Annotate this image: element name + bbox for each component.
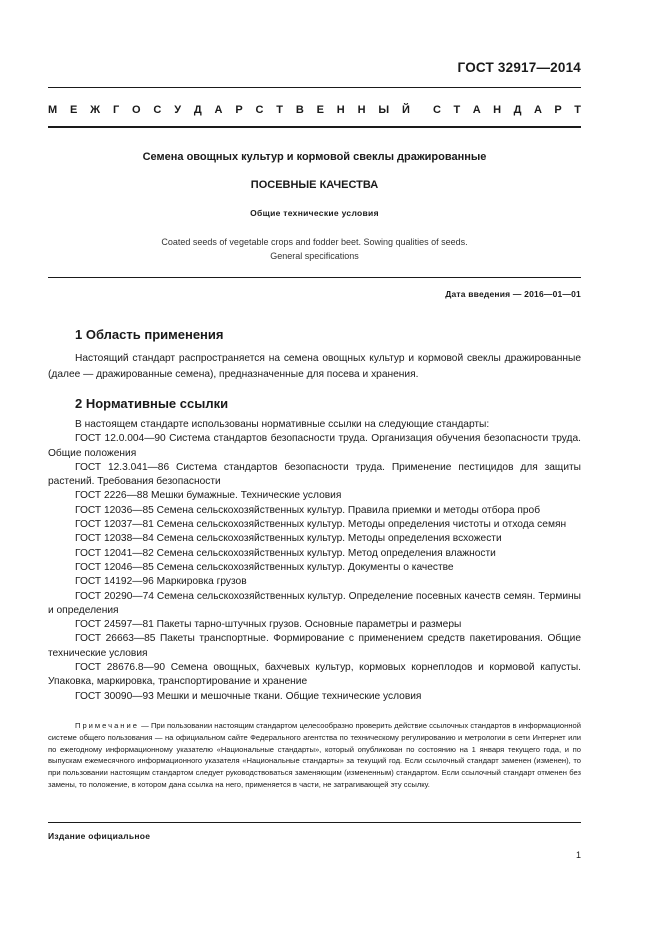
banner-letter: Д	[193, 104, 202, 116]
banner-letter: О	[132, 104, 141, 116]
section-title-references: 2 Нормативные ссылки	[75, 396, 229, 411]
banner-letter: Н	[357, 104, 366, 116]
banner-letter: Г	[112, 104, 120, 116]
paragraph-text: Настоящий стандарт распространяется на семена овощных культур и кормовой свеклы дражированные (далее — дражированные семена), предназначенные для посева и хранения.	[48, 353, 581, 380]
list-item: ГОСТ 12036—85 Семена сельскохозяйственных культур. Правила приемки и методы отбора проб	[75, 504, 541, 516]
section-scope-text	[48, 351, 581, 383]
standard-banner	[48, 104, 581, 116]
list-item: ГОСТ 12.3.041—86 Система стандартов безопасности труда. Применение пестицидов для защиты растений. Требования безопасности	[48, 461, 581, 488]
list-item: ГОСТ 28676.8—90 Семена овощных, бахчевых культур, кормовых корнеплодов и кормовой капусты. Упаковка, маркировка, транспортирование и хранение	[48, 662, 581, 688]
list-item: ГОСТ 14192—96 Маркировка грузов	[75, 576, 247, 588]
note-lead: Примечание	[75, 721, 139, 730]
banner-letter: Р	[235, 104, 243, 116]
document-number: ГОСТ 32917—2014	[457, 60, 581, 75]
title-rule	[48, 277, 581, 278]
banner-letter: Р	[554, 104, 562, 116]
document-subtitle: ПОСЕВНЫЕ КАЧЕСТВА	[250, 179, 379, 191]
list-item: ГОСТ 24597—81 Пакеты тарно-штучных грузов. Основные параметры и размеры	[75, 619, 462, 631]
banner-letter: Т	[574, 104, 581, 116]
banner-letter: Ж	[90, 104, 101, 116]
banner-letter: Д	[513, 104, 522, 116]
banner-word-interstate	[48, 104, 410, 116]
banner-letter: С	[255, 104, 264, 116]
banner-letter: У	[174, 104, 182, 116]
banner-letter: Н	[336, 104, 345, 116]
english-title-line: Coated seeds of vegetable crops and fodder beet. Sowing qualities of seeds.	[161, 237, 468, 247]
document-title: Семена овощных культур и кормовой свеклы дражированные	[142, 151, 487, 163]
english-title-line: General specifications	[270, 251, 359, 261]
official-edition-label: Издание официальное	[48, 831, 151, 841]
list-item: ГОСТ 12038—84 Семена сельскохозяйственных культур. Методы определения всхожести	[75, 533, 502, 545]
banner-letter: Е	[70, 104, 78, 116]
banner-letter: Т	[276, 104, 284, 116]
list-item: В настоящем стандарте использованы нормативные ссылки на следующие стандарты:	[75, 419, 490, 430]
document-spec-line: Общие технические условия	[250, 208, 379, 218]
banner-letter: С	[153, 104, 162, 116]
banner-letter: А	[214, 104, 223, 116]
banner-letter: В	[295, 104, 304, 116]
footer-rule	[48, 822, 581, 823]
section-title-scope: 1 Область применения	[75, 327, 224, 342]
list-item: ГОСТ 12041—82 Семена сельскохозяйственных культур. Метод определения влажности	[75, 547, 496, 559]
banner-letter: А	[533, 104, 542, 116]
reference-list	[48, 418, 581, 704]
list-item: ГОСТ 30090—93 Мешки и мешочные ткани. Общие технические условия	[75, 690, 422, 702]
banner-letter: С	[433, 104, 441, 116]
banner-letter: Е	[316, 104, 324, 116]
list-item: ГОСТ 12037—81 Семена сельскохозяйственных культур. Методы определения чистоты и отхода семян	[75, 519, 567, 531]
english-title	[48, 235, 581, 263]
list-item: ГОСТ 12.0.004—90 Система стандартов безопасности труда. Организация обучения безопасности труда. Общие положения	[48, 433, 581, 459]
list-item: ГОСТ 12046—85 Семена сельскохозяйственных культур. Документы о качестве	[75, 561, 454, 573]
banner-letter: А	[472, 104, 481, 116]
banner-letter: М	[48, 104, 58, 116]
banner-letter: Ы	[378, 104, 390, 116]
banner-letter: Т	[453, 104, 461, 116]
reference-note	[48, 720, 581, 791]
list-item: ГОСТ 2226—88 Мешки бумажные. Технические условия	[75, 490, 342, 502]
list-item: ГОСТ 26663—85 Пакеты транспортные. Формирование с применением средств пакетирования. Общие технические условия	[48, 633, 581, 659]
banner-rule	[48, 126, 581, 128]
page-number: 1	[575, 850, 581, 860]
note-text: — При пользовании настоящим стандартом целесообразно проверить действие ссылочных стандартов в информационной системе общего пользования — на официальном сайте Федерального агентства по техническому регулированию и метрологии в сети Интернет или по ежегодному информационному указателю «Национальные стандарты», который опубликован по состоянию на 1 января текущего года, и по выпускам ежемесячного информационного указателя «Национальные стандарты» за текущий год. Если ссылочный стандарт заменен (изменен), то при пользовании настоящим стандартом следует руководствоваться заменяющим (измененным) стандартом. Если ссылочный стандарт отменен без замены, то положение, в котором дана ссылка на него, применяется в части, не затрагивающей эту ссылку.	[48, 721, 581, 789]
list-item: ГОСТ 20290—74 Семена сельскохозяйственных культур. Определение посевных качеств семян. Термины и определения	[48, 590, 581, 616]
banner-letter: Н	[493, 104, 502, 116]
intro-date: Дата введения — 2016—01—01	[445, 289, 581, 299]
banner-letter: Й	[401, 104, 410, 116]
top-rule	[48, 87, 581, 88]
banner-word-standard	[433, 104, 581, 116]
